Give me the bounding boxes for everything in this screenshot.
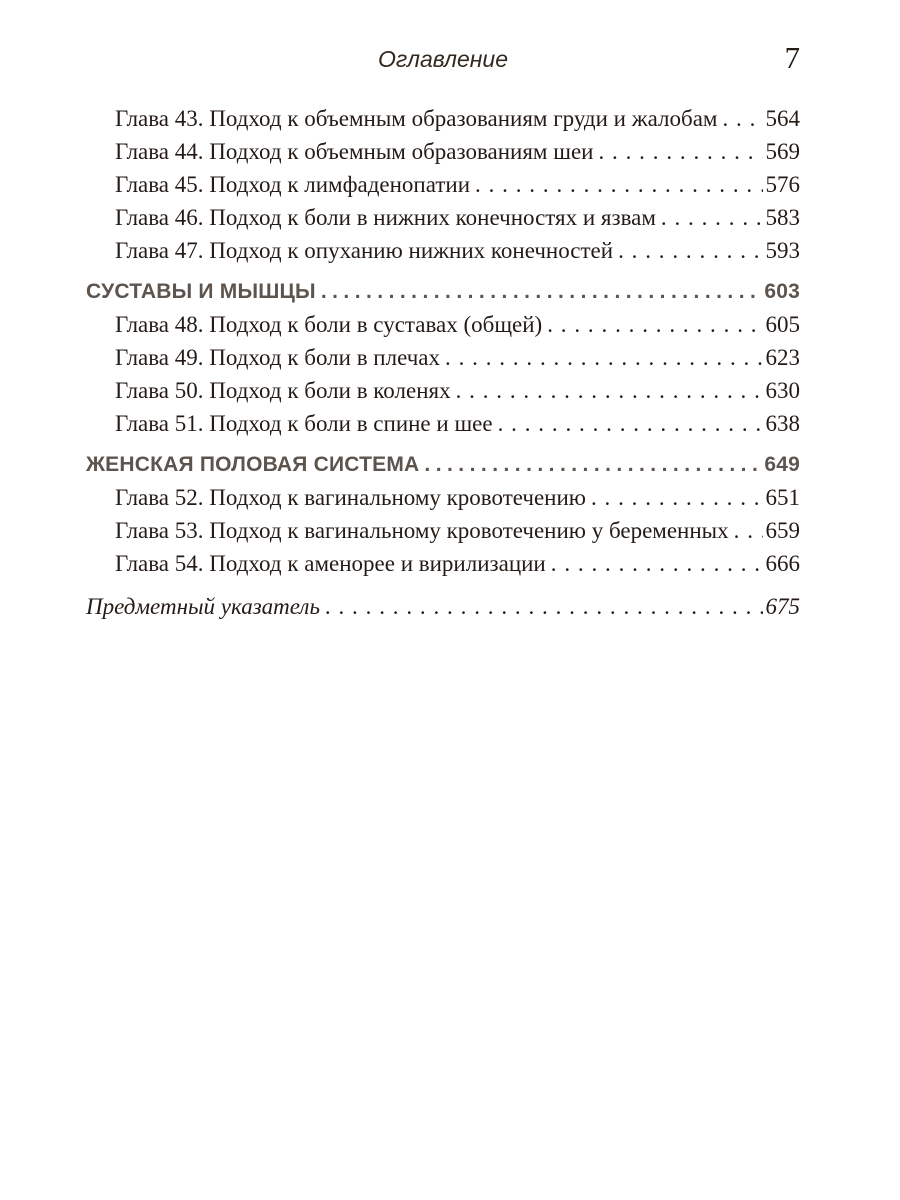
dot-leader xyxy=(591,481,763,514)
toc-entry xyxy=(86,168,800,201)
toc-entry-title: Глава 54. Подход к аменорее и вирилизации xyxy=(115,551,546,576)
toc-entry-page: 603 xyxy=(764,280,800,303)
toc-entry xyxy=(86,407,800,440)
toc-entry-title: Глава 46. Подход к боли в нижних конечностях и язвам xyxy=(115,205,656,230)
toc-entry-title: Глава 49. Подход к боли в плечах xyxy=(115,345,440,370)
running-title: Оглавление xyxy=(378,46,508,72)
toc-entry-page: 659 xyxy=(765,518,800,543)
toc-entry-page: 593 xyxy=(765,238,800,263)
dot-leader xyxy=(325,590,763,623)
toc-entry-title: Глава 52. Подход к вагинальному кровотечению xyxy=(115,485,586,510)
toc-entry xyxy=(86,308,800,341)
toc-entry-title: Глава 53. Подход к вагинальному кровотечению у беременных xyxy=(115,518,729,543)
toc-entry-page: 623 xyxy=(765,345,800,370)
toc-entry-page: 675 xyxy=(765,594,800,619)
toc-entry xyxy=(86,201,800,234)
toc-entry xyxy=(86,374,800,407)
dot-leader xyxy=(734,514,763,547)
dot-leader xyxy=(321,275,762,308)
toc-entry xyxy=(86,481,800,514)
table-of-contents xyxy=(86,102,800,623)
toc-entry-page: 605 xyxy=(765,312,800,337)
toc-entry-page: 630 xyxy=(765,378,800,403)
page-header xyxy=(86,40,800,80)
toc-entry-page: 569 xyxy=(765,139,800,164)
toc-entry-title: Глава 44. Подход к объемным образованиям шеи xyxy=(115,139,594,164)
toc-entry-title: Глава 50. Подход к боли в коленях xyxy=(115,378,451,403)
dot-leader xyxy=(547,308,762,341)
toc-index-title: Предметный указатель xyxy=(86,594,320,619)
dot-leader xyxy=(598,135,762,168)
toc-entry-title: Глава 45. Подход к лимфаденопатии xyxy=(115,172,471,197)
dot-leader xyxy=(618,234,762,267)
toc-entry-title: Глава 47. Подход к опуханию нижних конечностей xyxy=(115,238,614,263)
toc-index-entry xyxy=(86,590,800,623)
toc-entry-page: 638 xyxy=(765,411,800,436)
toc-entry-page: 666 xyxy=(765,551,800,576)
dot-leader xyxy=(424,448,761,481)
dot-leader xyxy=(475,168,762,201)
dot-leader xyxy=(498,407,763,440)
toc-entry-page: 583 xyxy=(765,205,800,230)
dot-leader xyxy=(445,341,763,374)
toc-entry-page: 576 xyxy=(765,172,800,197)
toc-entry xyxy=(86,547,800,580)
toc-entry-title: Глава 43. Подход к объемным образованиям груди и жалобам xyxy=(115,106,718,131)
toc-entry xyxy=(86,102,800,135)
toc-section-header xyxy=(86,448,800,481)
toc-entry-title: Глава 51. Подход к боли в спине и шее xyxy=(115,411,493,436)
page-number: 7 xyxy=(784,40,800,75)
toc-section-header xyxy=(86,275,800,308)
toc-section-title: СУСТАВЫ И МЫШЦЫ xyxy=(86,280,316,303)
toc-entry-page: 651 xyxy=(765,485,800,510)
toc-entry-page: 649 xyxy=(764,453,800,476)
dot-leader xyxy=(551,547,763,580)
dot-leader xyxy=(456,374,763,407)
toc-entry xyxy=(86,234,800,267)
dot-leader xyxy=(661,201,763,234)
dot-leader xyxy=(722,102,762,135)
toc-entry-page: 564 xyxy=(765,106,800,131)
toc-entry xyxy=(86,341,800,374)
toc-entry-title: Глава 48. Подход к боли в суставах (общей) xyxy=(115,312,543,337)
toc-section-title: ЖЕНСКАЯ ПОЛОВАЯ СИСТЕМА xyxy=(86,453,420,476)
toc-entry xyxy=(86,135,800,168)
toc-entry xyxy=(86,514,800,547)
